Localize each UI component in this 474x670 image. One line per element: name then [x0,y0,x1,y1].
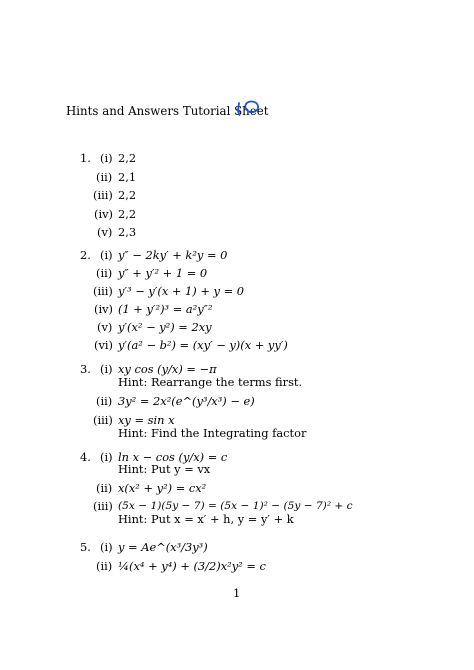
answer: 2,2 [118,207,137,221]
part-label: (v) [97,320,113,334]
answer: 2,2 [118,188,137,202]
part-label: (i) [100,248,113,262]
answer: 2,3 [118,225,137,239]
answer: ln x − cos (y/x) = c [118,450,228,464]
hint-text: Hint: Rearrange the terms first. [118,375,303,389]
part-label: (iv) [94,207,113,221]
answer: (1 + y′²)³ = a²y″² [118,302,213,316]
part-label: (iii) [93,284,113,298]
question-number: 4. [80,450,91,464]
answer: x(x² + y²) = cx² [118,481,207,495]
part-label: (ii) [96,559,113,573]
part-label: (ii) [96,170,113,184]
question-number: 3. [80,362,91,376]
answer: y″ − 2ky′ + k²y = 0 [118,248,228,262]
part-label: (ii) [96,394,113,408]
question-number: 1. [80,151,91,165]
hint-text: Hint: Put x = x′ + h, y = y′ + k [118,512,294,526]
question-number: 2. [80,248,91,262]
part-label: (v) [97,225,113,239]
answer: (5x − 1)(5y − 7) = (5x − 1)² − (5y − 7)² + c [118,500,353,512]
part-label: (i) [100,540,113,554]
hint-text: Hint: Find the Integrating factor [118,426,307,440]
part-label: (vi) [94,338,113,352]
answer: y″ + y′² + 1 = 0 [118,266,208,280]
part-label: (iv) [94,302,113,316]
part-label: (i) [100,450,113,464]
answer: y′³ − y′(x + 1) + y = 0 [118,284,244,298]
page-number: 1 [233,586,241,600]
part-label: (i) [100,362,113,376]
answer: y′(a² − b²) = (xy′ − y)(x + yy′) [118,338,288,352]
handwritten-annotation [235,99,261,119]
part-label: (iii) [93,413,113,427]
answer: ¼(x⁴ + y⁴) + (3/2)x²y² = c [118,559,266,573]
answer: y′(x² − y²) = 2xy [118,320,212,334]
part-label: (ii) [96,481,113,495]
answer: y = Ae^(x³/3y³) [118,540,208,554]
answer: 3y² = 2x²(e^(y³/x³) − e) [118,394,255,408]
document-title: Hints and Answers Tutorial Sheet [66,104,269,118]
part-label: (ii) [96,266,113,280]
answer: xy cos (y/x) = −π [118,362,217,376]
hint-text: Hint: Put y = vx [118,462,211,476]
answer: 2,2 [118,151,137,165]
question-number: 5. [80,540,91,554]
part-label: (i) [100,151,113,165]
answer: xy = sin x [118,413,175,427]
part-label: (iii) [93,499,113,513]
part-label: (iii) [93,188,113,202]
answer: 2,1 [118,170,137,184]
